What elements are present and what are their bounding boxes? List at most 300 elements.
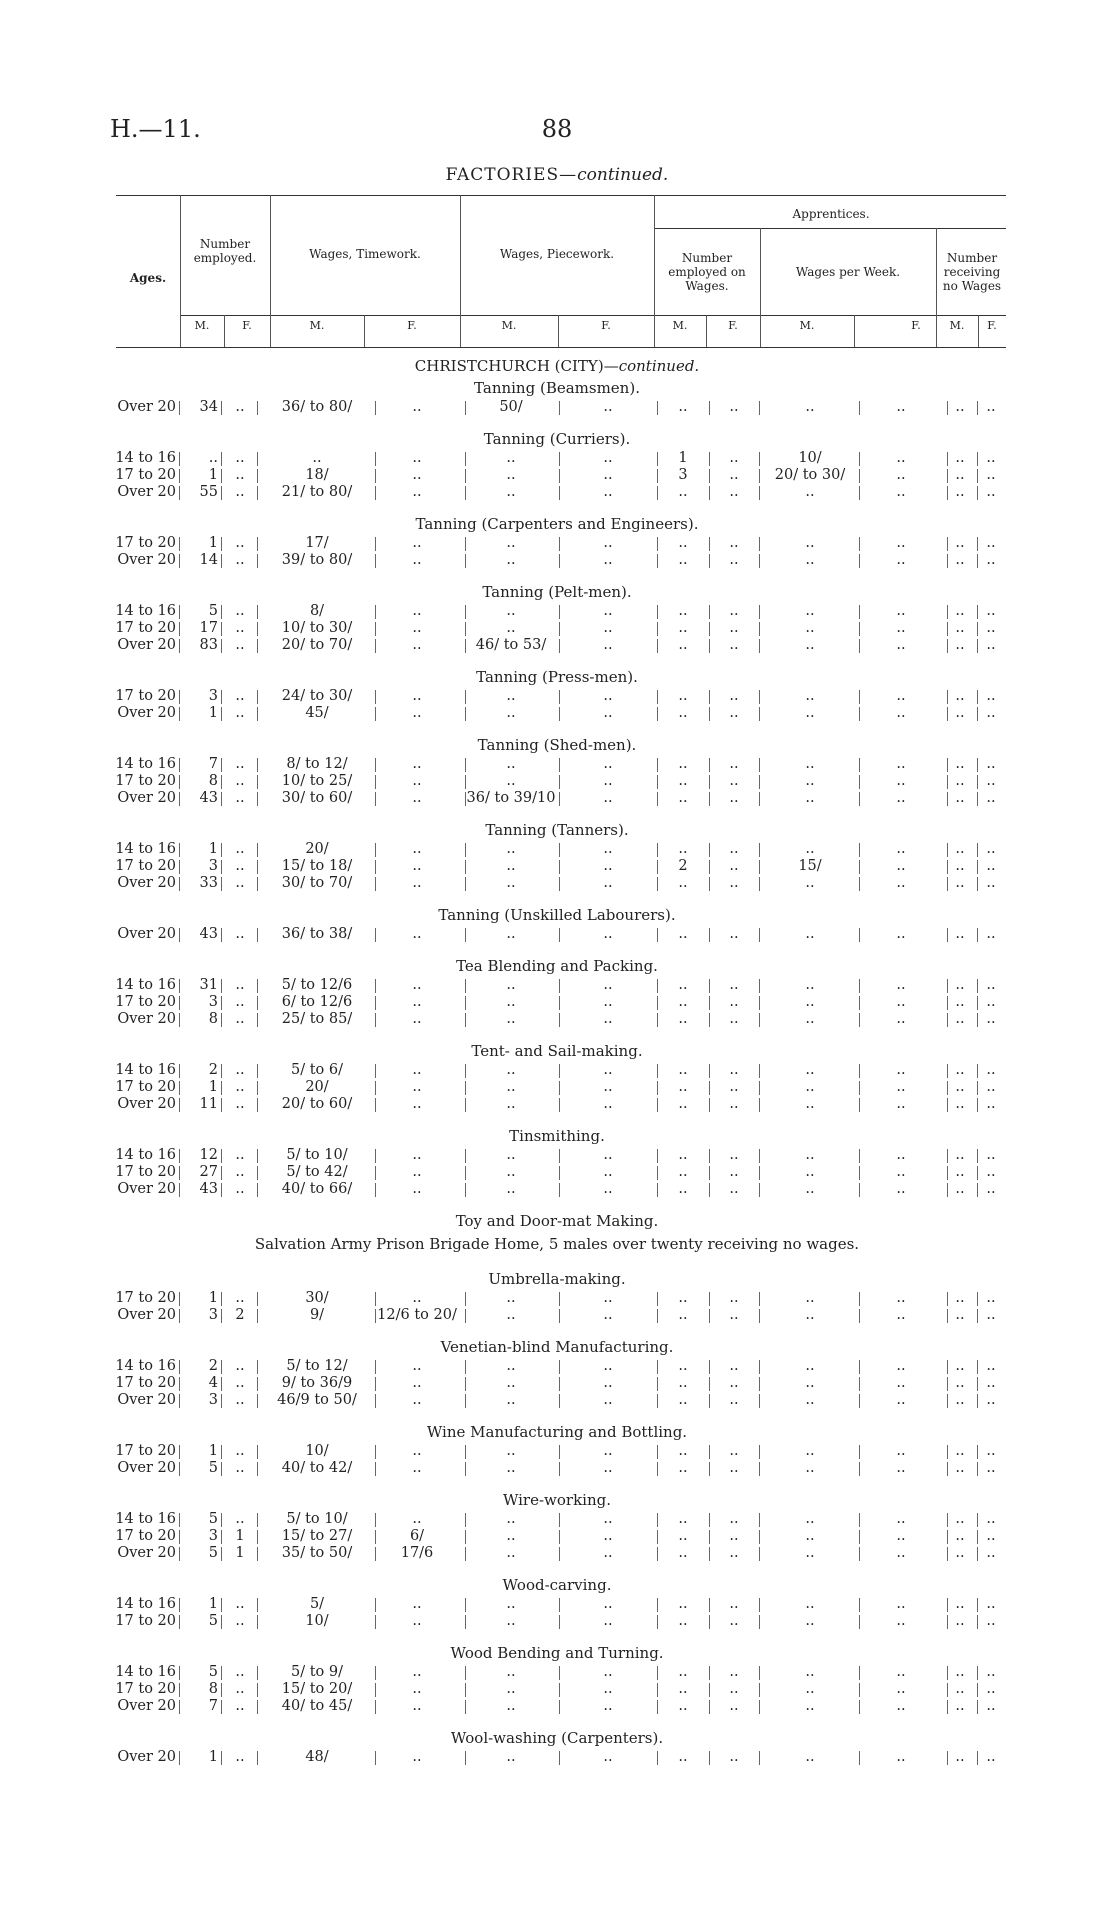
table-body bbox=[0, 355, 1114, 1778]
cell-employed-m: 5 bbox=[182, 1664, 218, 1681]
cell-appr-nowage-f: .. bbox=[986, 1681, 996, 1697]
header-sub-rule bbox=[180, 315, 1006, 316]
cell-timework-f: .. bbox=[372, 1290, 462, 1307]
cell-age: Over 20 bbox=[106, 705, 176, 722]
cell-appr-employed-m: .. bbox=[660, 620, 706, 637]
cell-appr-nowage-m: .. bbox=[946, 399, 974, 416]
col-apprentices: Apprentices. bbox=[792, 207, 870, 221]
cell-appr-wage-m: .. bbox=[764, 994, 856, 1011]
cell-timework-f: .. bbox=[372, 467, 462, 484]
cell-piecework-f: .. bbox=[562, 1528, 654, 1545]
table-section bbox=[0, 1642, 1114, 1727]
cell-appr-nowage-f: .. bbox=[986, 1181, 996, 1197]
table-row bbox=[0, 1749, 1114, 1766]
cell-age: Over 20 bbox=[106, 484, 176, 501]
cell-appr-employed-m: .. bbox=[660, 1164, 706, 1181]
cell-piecework-f: .. bbox=[562, 756, 654, 773]
cell-employed-f: .. bbox=[226, 1749, 254, 1766]
cell-timework-m: 5/ to 10/ bbox=[262, 1147, 372, 1164]
cell-piecework-f: .. bbox=[562, 1460, 654, 1477]
cell-appr-wage-f: .. bbox=[858, 1307, 944, 1324]
cell-appr-employed-f: .. bbox=[712, 467, 756, 484]
cell-appr-wage-f: .. bbox=[858, 552, 944, 569]
section-title: Tinsmithing. bbox=[509, 1127, 605, 1145]
cell-age: 17 to 20 bbox=[106, 1613, 176, 1630]
cell-appr-nowage-f: .. bbox=[986, 1164, 996, 1180]
cell-appr-wage-f: .. bbox=[858, 535, 944, 552]
cell-appr-employed-f: .. bbox=[712, 1011, 756, 1028]
cell-piecework-m: 50/ bbox=[466, 399, 556, 416]
cell-age: 17 to 20 bbox=[106, 688, 176, 705]
cell-appr-employed-f: .. bbox=[712, 841, 756, 858]
cell-timework-f: .. bbox=[372, 756, 462, 773]
cell-appr-nowage-m: .. bbox=[946, 1358, 974, 1375]
cell-appr-nowage-m: .. bbox=[946, 790, 974, 807]
cell-employed-f: .. bbox=[226, 841, 254, 858]
cell-age: Over 20 bbox=[106, 1545, 176, 1562]
col-appr-number: Number employed on Wages. bbox=[668, 251, 746, 293]
cell-age: Over 20 bbox=[106, 399, 176, 416]
table-row bbox=[0, 688, 1114, 705]
cell-appr-employed-f: .. bbox=[712, 1511, 756, 1528]
cell-appr-nowage-f: .. bbox=[986, 756, 996, 772]
cell-employed-f: .. bbox=[226, 858, 254, 875]
table-section bbox=[0, 1574, 1114, 1642]
cell-piecework-f: .. bbox=[562, 1681, 654, 1698]
cell-appr-wage-f: .. bbox=[858, 1164, 944, 1181]
cell-appr-nowage-f: .. bbox=[986, 1062, 996, 1078]
section-note: Salvation Army Prison Brigade Home, 5 males over twenty receiving no wages. bbox=[254, 1235, 860, 1253]
cell-timework-m: 8/ bbox=[262, 603, 372, 620]
section-gap bbox=[0, 416, 1114, 428]
cell-appr-employed-f: .. bbox=[712, 1147, 756, 1164]
cell-piecework-m: .. bbox=[466, 1664, 556, 1681]
cell-appr-nowage-m: .. bbox=[946, 1307, 974, 1324]
cell-timework-f: .. bbox=[372, 1375, 462, 1392]
header-top-rule bbox=[116, 195, 1006, 196]
cell-timework-m: 20/ to 70/ bbox=[262, 637, 372, 654]
cell-appr-wage-m: .. bbox=[764, 1290, 856, 1307]
cell-piecework-f: .. bbox=[562, 1290, 654, 1307]
section-title: Toy and Door-mat Making. bbox=[455, 1212, 659, 1230]
cell-appr-wage-m: .. bbox=[764, 1307, 856, 1324]
cell-timework-m: 5/ to 42/ bbox=[262, 1164, 372, 1181]
cell-piecework-m: .. bbox=[466, 1545, 556, 1562]
section-gap bbox=[0, 569, 1114, 581]
cell-timework-m: 30/ to 70/ bbox=[262, 875, 372, 892]
cell-piecework-f: .. bbox=[562, 467, 654, 484]
cell-appr-nowage-f: .. bbox=[986, 1749, 996, 1765]
table-section bbox=[0, 819, 1114, 904]
cell-timework-f: .. bbox=[372, 1392, 462, 1409]
cell-appr-employed-m: .. bbox=[660, 1545, 706, 1562]
cell-appr-employed-m: .. bbox=[660, 603, 706, 620]
cell-appr-wage-f: .. bbox=[858, 1681, 944, 1698]
cell-piecework-m: .. bbox=[466, 1164, 556, 1181]
cell-appr-nowage-m: .. bbox=[946, 1011, 974, 1028]
cell-timework-m: 45/ bbox=[262, 705, 372, 722]
cell-piecework-f: .. bbox=[562, 1147, 654, 1164]
header-divider bbox=[460, 195, 461, 347]
page-reference: H.—11. bbox=[110, 115, 201, 143]
page-number: 88 bbox=[541, 115, 573, 143]
cell-appr-nowage-m: .. bbox=[946, 705, 974, 722]
cell-employed-f: .. bbox=[226, 705, 254, 722]
cell-piecework-f: .. bbox=[562, 1443, 654, 1460]
page-heading bbox=[0, 165, 1114, 185]
cell-timework-f: .. bbox=[372, 1664, 462, 1681]
cell-appr-employed-m: .. bbox=[660, 841, 706, 858]
cell-appr-wage-m: .. bbox=[764, 756, 856, 773]
cell-piecework-m: .. bbox=[466, 841, 556, 858]
cell-employed-f: .. bbox=[226, 450, 254, 467]
cell-employed-m: 1 bbox=[182, 1443, 218, 1460]
cell-appr-wage-m: .. bbox=[764, 1698, 856, 1715]
cell-timework-f: 6/ bbox=[372, 1528, 462, 1545]
cell-age: Over 20 bbox=[106, 1392, 176, 1409]
cell-age: 17 to 20 bbox=[106, 467, 176, 484]
cell-appr-employed-m: .. bbox=[660, 705, 706, 722]
cell-age: Over 20 bbox=[106, 875, 176, 892]
cell-appr-nowage-f: .. bbox=[986, 1375, 996, 1391]
cell-employed-m: 11 bbox=[182, 1096, 218, 1113]
cell-age: 17 to 20 bbox=[106, 994, 176, 1011]
cell-appr-nowage-m: .. bbox=[946, 688, 974, 705]
cell-appr-nowage-f: .. bbox=[986, 1460, 996, 1476]
cell-employed-f: .. bbox=[226, 1511, 254, 1528]
table-section bbox=[0, 1210, 1114, 1268]
cell-piecework-f: .. bbox=[562, 1096, 654, 1113]
table-section bbox=[0, 1125, 1114, 1210]
section-gap bbox=[0, 1256, 1114, 1268]
cell-appr-nowage-m: .. bbox=[946, 756, 974, 773]
table-row bbox=[0, 756, 1114, 773]
cell-timework-m: 8/ to 12/ bbox=[262, 756, 372, 773]
cell-appr-employed-f: .. bbox=[712, 450, 756, 467]
cell-appr-wage-m: .. bbox=[764, 875, 856, 892]
cell-age: 14 to 16 bbox=[106, 756, 176, 773]
cell-employed-m: 5 bbox=[182, 1545, 218, 1562]
table-section bbox=[0, 1489, 1114, 1574]
cell-piecework-m: .. bbox=[466, 1443, 556, 1460]
section-title: Wood-carving. bbox=[502, 1576, 612, 1594]
sub-f: F. bbox=[601, 319, 611, 332]
cell-appr-nowage-f: .. bbox=[986, 1443, 996, 1459]
cell-appr-nowage-m: .. bbox=[946, 1147, 974, 1164]
cell-appr-employed-f: .. bbox=[712, 688, 756, 705]
cell-appr-employed-f: .. bbox=[712, 1358, 756, 1375]
cell-appr-wage-f: .. bbox=[858, 1079, 944, 1096]
table-row bbox=[0, 1545, 1114, 1562]
cell-appr-wage-m: .. bbox=[764, 688, 856, 705]
cell-appr-nowage-m: .. bbox=[946, 875, 974, 892]
cell-appr-nowage-f: .. bbox=[986, 1290, 996, 1306]
sub-f: F. bbox=[728, 319, 738, 332]
cell-employed-m: 8 bbox=[182, 1011, 218, 1028]
cell-appr-wage-m: .. bbox=[764, 1613, 856, 1630]
cell-appr-wage-f: .. bbox=[858, 1460, 944, 1477]
cell-employed-m: 1 bbox=[182, 705, 218, 722]
cell-timework-m: 24/ to 30/ bbox=[262, 688, 372, 705]
sub-m: M. bbox=[194, 319, 210, 332]
cell-appr-nowage-m: .. bbox=[946, 1181, 974, 1198]
cell-employed-f: .. bbox=[226, 1062, 254, 1079]
cell-timework-f: 12/6 to 20/ bbox=[372, 1307, 462, 1324]
cell-timework-m: 5/ to 6/ bbox=[262, 1062, 372, 1079]
cell-piecework-m: 36/ to 39/10 bbox=[466, 790, 556, 806]
table-row bbox=[0, 535, 1114, 552]
cell-timework-m: 20/ to 60/ bbox=[262, 1096, 372, 1113]
cell-appr-employed-f: .. bbox=[712, 1375, 756, 1392]
section-title: Wood Bending and Turning. bbox=[450, 1644, 664, 1662]
table-row bbox=[0, 1698, 1114, 1715]
cell-appr-wage-f: .. bbox=[858, 790, 944, 807]
cell-appr-nowage-m: .. bbox=[946, 450, 974, 467]
cell-appr-nowage-f: .. bbox=[986, 484, 996, 500]
cell-piecework-m: 46/ to 53/ bbox=[466, 637, 556, 654]
cell-piecework-f: .. bbox=[562, 705, 654, 722]
table-row bbox=[0, 994, 1114, 1011]
sub-m: M. bbox=[672, 319, 688, 332]
cell-appr-nowage-f: .. bbox=[986, 1596, 996, 1612]
cell-piecework-m: .. bbox=[466, 1358, 556, 1375]
cell-employed-m: 14 bbox=[182, 552, 218, 569]
cell-employed-f: .. bbox=[226, 484, 254, 501]
cell-timework-f: .. bbox=[372, 841, 462, 858]
cell-appr-employed-f: .. bbox=[712, 790, 756, 807]
cell-appr-nowage-m: .. bbox=[946, 535, 974, 552]
table-section bbox=[0, 1336, 1114, 1421]
cell-age: 17 to 20 bbox=[106, 773, 176, 790]
cell-appr-employed-m: .. bbox=[660, 1096, 706, 1113]
cell-employed-f: .. bbox=[226, 1358, 254, 1375]
cell-appr-employed-m: .. bbox=[660, 1181, 706, 1198]
cell-appr-employed-m: .. bbox=[660, 1664, 706, 1681]
cell-timework-m: 40/ to 66/ bbox=[262, 1181, 372, 1198]
cell-appr-employed-f: .. bbox=[712, 603, 756, 620]
table-row bbox=[0, 1528, 1114, 1545]
cell-piecework-m: .. bbox=[466, 926, 556, 943]
cell-appr-wage-f: .. bbox=[858, 1181, 944, 1198]
cell-appr-wage-m: .. bbox=[764, 705, 856, 722]
cell-employed-m: 5 bbox=[182, 603, 218, 620]
table-row bbox=[0, 773, 1114, 790]
cell-appr-wage-f: .. bbox=[858, 1528, 944, 1545]
cell-appr-nowage-f: .. bbox=[986, 620, 996, 636]
cell-appr-wage-m: .. bbox=[764, 603, 856, 620]
cell-age: 14 to 16 bbox=[106, 841, 176, 858]
cell-age: 14 to 16 bbox=[106, 1596, 176, 1613]
cell-age: 14 to 16 bbox=[106, 1511, 176, 1528]
cell-employed-f: .. bbox=[226, 1096, 254, 1113]
cell-appr-wage-f: .. bbox=[858, 1062, 944, 1079]
cell-appr-nowage-m: .. bbox=[946, 1460, 974, 1477]
cell-age: 17 to 20 bbox=[106, 620, 176, 637]
table-row bbox=[0, 399, 1114, 416]
cell-appr-wage-f: .. bbox=[858, 994, 944, 1011]
cell-piecework-m: .. bbox=[466, 620, 556, 637]
cell-piecework-m: .. bbox=[466, 1749, 556, 1766]
cell-employed-f: .. bbox=[226, 1147, 254, 1164]
cell-piecework-f: .. bbox=[562, 977, 654, 994]
section-title: Tanning (Shed-men). bbox=[477, 736, 637, 754]
cell-piecework-f: .. bbox=[562, 1358, 654, 1375]
cell-piecework-m: .. bbox=[466, 603, 556, 620]
cell-appr-wage-m: .. bbox=[764, 1545, 856, 1562]
cell-employed-m: 12 bbox=[182, 1147, 218, 1164]
cell-timework-m: 5/ to 12/6 bbox=[262, 977, 372, 994]
cell-timework-f: .. bbox=[372, 552, 462, 569]
sub-f: F. bbox=[407, 319, 417, 332]
cell-employed-f: .. bbox=[226, 637, 254, 654]
cell-timework-f: .. bbox=[372, 637, 462, 654]
cell-employed-m: 55 bbox=[182, 484, 218, 501]
cell-appr-wage-m: .. bbox=[764, 1062, 856, 1079]
cell-appr-wage-m: .. bbox=[764, 1511, 856, 1528]
cell-appr-wage-m: .. bbox=[764, 790, 856, 807]
section-gap bbox=[0, 1324, 1114, 1336]
cell-piecework-m: .. bbox=[466, 1392, 556, 1409]
cell-appr-wage-m: .. bbox=[764, 1749, 856, 1766]
cell-appr-wage-m: .. bbox=[764, 552, 856, 569]
cell-appr-employed-f: .. bbox=[712, 705, 756, 722]
cell-appr-wage-m: .. bbox=[764, 1664, 856, 1681]
cell-appr-wage-f: .. bbox=[858, 1749, 944, 1766]
cell-employed-f: .. bbox=[226, 1443, 254, 1460]
cell-appr-employed-m: .. bbox=[660, 1392, 706, 1409]
cell-piecework-f: .. bbox=[562, 535, 654, 552]
cell-employed-f: .. bbox=[226, 994, 254, 1011]
cell-appr-nowage-m: .. bbox=[946, 484, 974, 501]
cell-timework-m: 36/ to 38/ bbox=[262, 926, 372, 943]
cell-piecework-m: .. bbox=[466, 1147, 556, 1164]
cell-timework-f: .. bbox=[372, 1749, 462, 1766]
cell-timework-f: .. bbox=[372, 399, 462, 416]
cell-appr-employed-f: .. bbox=[712, 620, 756, 637]
cell-piecework-m: .. bbox=[466, 688, 556, 705]
cell-employed-m: 1 bbox=[182, 1079, 218, 1096]
cell-employed-f: .. bbox=[226, 1011, 254, 1028]
cell-appr-employed-m: .. bbox=[660, 1460, 706, 1477]
cell-appr-wage-f: .. bbox=[858, 858, 944, 875]
cell-piecework-m: .. bbox=[466, 1181, 556, 1198]
col-number-employed: Number employed. bbox=[193, 237, 257, 265]
cell-appr-nowage-m: .. bbox=[946, 1164, 974, 1181]
section-gap bbox=[0, 807, 1114, 819]
cell-appr-employed-f: .. bbox=[712, 399, 756, 416]
table-section bbox=[0, 955, 1114, 1040]
cell-appr-nowage-m: .. bbox=[946, 1613, 974, 1630]
cell-employed-m: 4 bbox=[182, 1375, 218, 1392]
cell-appr-employed-f: .. bbox=[712, 1681, 756, 1698]
cell-age: Over 20 bbox=[106, 926, 176, 943]
cell-timework-m: 5/ bbox=[262, 1596, 372, 1613]
cell-appr-nowage-m: .. bbox=[946, 1681, 974, 1698]
cell-appr-employed-f: .. bbox=[712, 1392, 756, 1409]
section-gap bbox=[0, 1630, 1114, 1642]
cell-piecework-f: .. bbox=[562, 1613, 654, 1630]
cell-appr-employed-f: .. bbox=[712, 637, 756, 654]
cell-appr-wage-f: .. bbox=[858, 1664, 944, 1681]
cell-timework-f: .. bbox=[372, 1164, 462, 1181]
cell-appr-nowage-f: .. bbox=[986, 450, 996, 466]
cell-appr-employed-m: .. bbox=[660, 1698, 706, 1715]
section-gap bbox=[0, 1477, 1114, 1489]
cell-piecework-m: .. bbox=[466, 1290, 556, 1307]
cell-appr-employed-m: .. bbox=[660, 1011, 706, 1028]
sub-m: M. bbox=[309, 319, 325, 332]
cell-piecework-m: .. bbox=[466, 1096, 556, 1113]
cell-piecework-f: .. bbox=[562, 1375, 654, 1392]
cell-piecework-f: .. bbox=[562, 1511, 654, 1528]
cell-appr-wage-m: .. bbox=[764, 1181, 856, 1198]
cell-employed-f: .. bbox=[226, 1290, 254, 1307]
cell-appr-employed-f: .. bbox=[712, 1164, 756, 1181]
cell-appr-nowage-m: .. bbox=[946, 994, 974, 1011]
section-title: Tanning (Pelt-men). bbox=[482, 583, 632, 601]
cell-appr-wage-f: .. bbox=[858, 1290, 944, 1307]
cell-timework-f: 17/6 bbox=[372, 1545, 462, 1562]
cell-appr-wage-m: .. bbox=[764, 1147, 856, 1164]
cell-age: Over 20 bbox=[106, 552, 176, 569]
cell-timework-m: 35/ to 50/ bbox=[262, 1545, 372, 1562]
cell-appr-employed-f: .. bbox=[712, 773, 756, 790]
section-title: Umbrella-making. bbox=[488, 1270, 626, 1288]
cell-timework-m: 15/ to 27/ bbox=[262, 1528, 372, 1545]
cell-timework-f: .. bbox=[372, 977, 462, 994]
section-title: Venetian-blind Manufacturing. bbox=[440, 1338, 674, 1356]
cell-appr-nowage-f: .. bbox=[986, 688, 996, 704]
cell-appr-nowage-m: .. bbox=[946, 1096, 974, 1113]
cell-appr-employed-f: .. bbox=[712, 858, 756, 875]
cell-employed-m: 5 bbox=[182, 1460, 218, 1477]
cell-timework-f: .. bbox=[372, 1681, 462, 1698]
cell-appr-nowage-f: .. bbox=[986, 858, 996, 874]
cell-age: 14 to 16 bbox=[106, 1147, 176, 1164]
cell-timework-m: 9/ bbox=[262, 1307, 372, 1324]
sections-container bbox=[0, 377, 1114, 1778]
table-row bbox=[0, 1307, 1114, 1324]
cell-age: 14 to 16 bbox=[106, 450, 176, 467]
cell-piecework-f: .. bbox=[562, 773, 654, 790]
table-section bbox=[0, 377, 1114, 428]
cell-timework-m: 15/ to 18/ bbox=[262, 858, 372, 875]
table-section bbox=[0, 1268, 1114, 1336]
cell-employed-m: 43 bbox=[182, 790, 218, 807]
cell-timework-m: 15/ to 20/ bbox=[262, 1681, 372, 1698]
cell-piecework-m: .. bbox=[466, 705, 556, 722]
cell-piecework-f: .. bbox=[562, 1011, 654, 1028]
table-row bbox=[0, 841, 1114, 858]
cell-appr-nowage-m: .. bbox=[946, 620, 974, 637]
cell-appr-nowage-m: .. bbox=[946, 1664, 974, 1681]
cell-employed-m: 7 bbox=[182, 1698, 218, 1715]
cell-employed-m: 7 bbox=[182, 756, 218, 773]
cell-appr-nowage-m: .. bbox=[946, 1528, 974, 1545]
cell-appr-nowage-f: .. bbox=[986, 994, 996, 1010]
cell-piecework-m: .. bbox=[466, 773, 556, 790]
cell-employed-m: 27 bbox=[182, 1164, 218, 1181]
cell-appr-nowage-f: .. bbox=[986, 1613, 996, 1629]
cell-piecework-m: .. bbox=[466, 467, 556, 484]
cell-appr-nowage-m: .. bbox=[946, 1511, 974, 1528]
cell-appr-employed-m: .. bbox=[660, 399, 706, 416]
table-row bbox=[0, 858, 1114, 875]
cell-appr-wage-f: .. bbox=[858, 467, 944, 484]
cell-appr-nowage-m: .. bbox=[946, 1749, 974, 1766]
cell-appr-wage-m: .. bbox=[764, 1528, 856, 1545]
cell-appr-wage-m: .. bbox=[764, 1392, 856, 1409]
